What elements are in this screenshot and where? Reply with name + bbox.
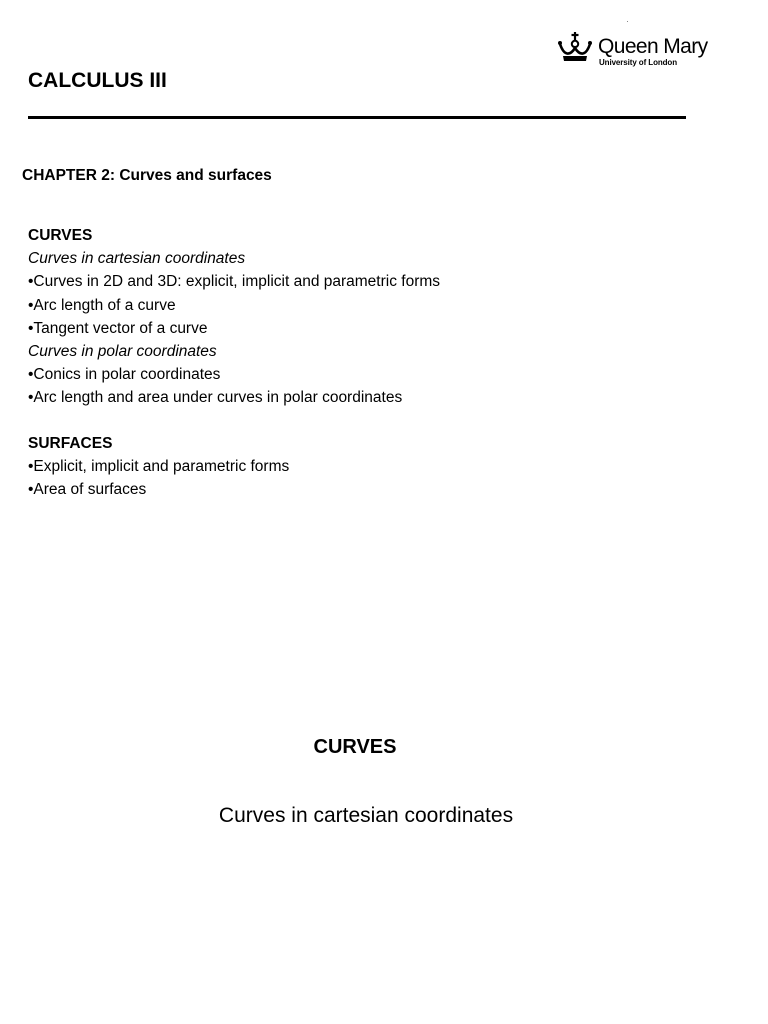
surfaces-heading: SURFACES — [28, 434, 113, 452]
speck — [627, 21, 628, 22]
chapter-outline — [28, 224, 728, 501]
list-item: •Explicit, implicit and parametric forms — [28, 457, 290, 475]
list-item: •Arc length of a curve — [28, 296, 176, 314]
queen-mary-logo — [556, 30, 716, 72]
section-title: CURVES — [313, 736, 397, 758]
logo-name: Queen Mary — [598, 35, 708, 58]
polar-subheading: Curves in polar coordinates — [28, 342, 217, 360]
title-rule — [28, 116, 686, 119]
list-item: •Tangent vector of a curve — [28, 319, 208, 337]
crown-icon — [556, 30, 594, 64]
list-item: •Arc length and area under curves in polar coordinates — [28, 389, 403, 407]
document-title: CALCULUS III — [28, 69, 167, 92]
cartesian-subheading: Curves in cartesian coordinates — [28, 250, 246, 268]
logo-subtitle: University of London — [599, 58, 678, 67]
list-item: •Conics in polar coordinates — [28, 366, 221, 384]
list-item: •Area of surfaces — [28, 480, 147, 498]
list-item: •Curves in 2D and 3D: explicit, implicit and parametric forms — [28, 273, 441, 291]
section-gap — [28, 410, 728, 432]
curves-heading: CURVES — [28, 227, 93, 244]
section-subtitle: Curves in cartesian coordinates — [218, 804, 514, 827]
chapter-heading: CHAPTER 2: Curves and surfaces — [22, 167, 272, 184]
